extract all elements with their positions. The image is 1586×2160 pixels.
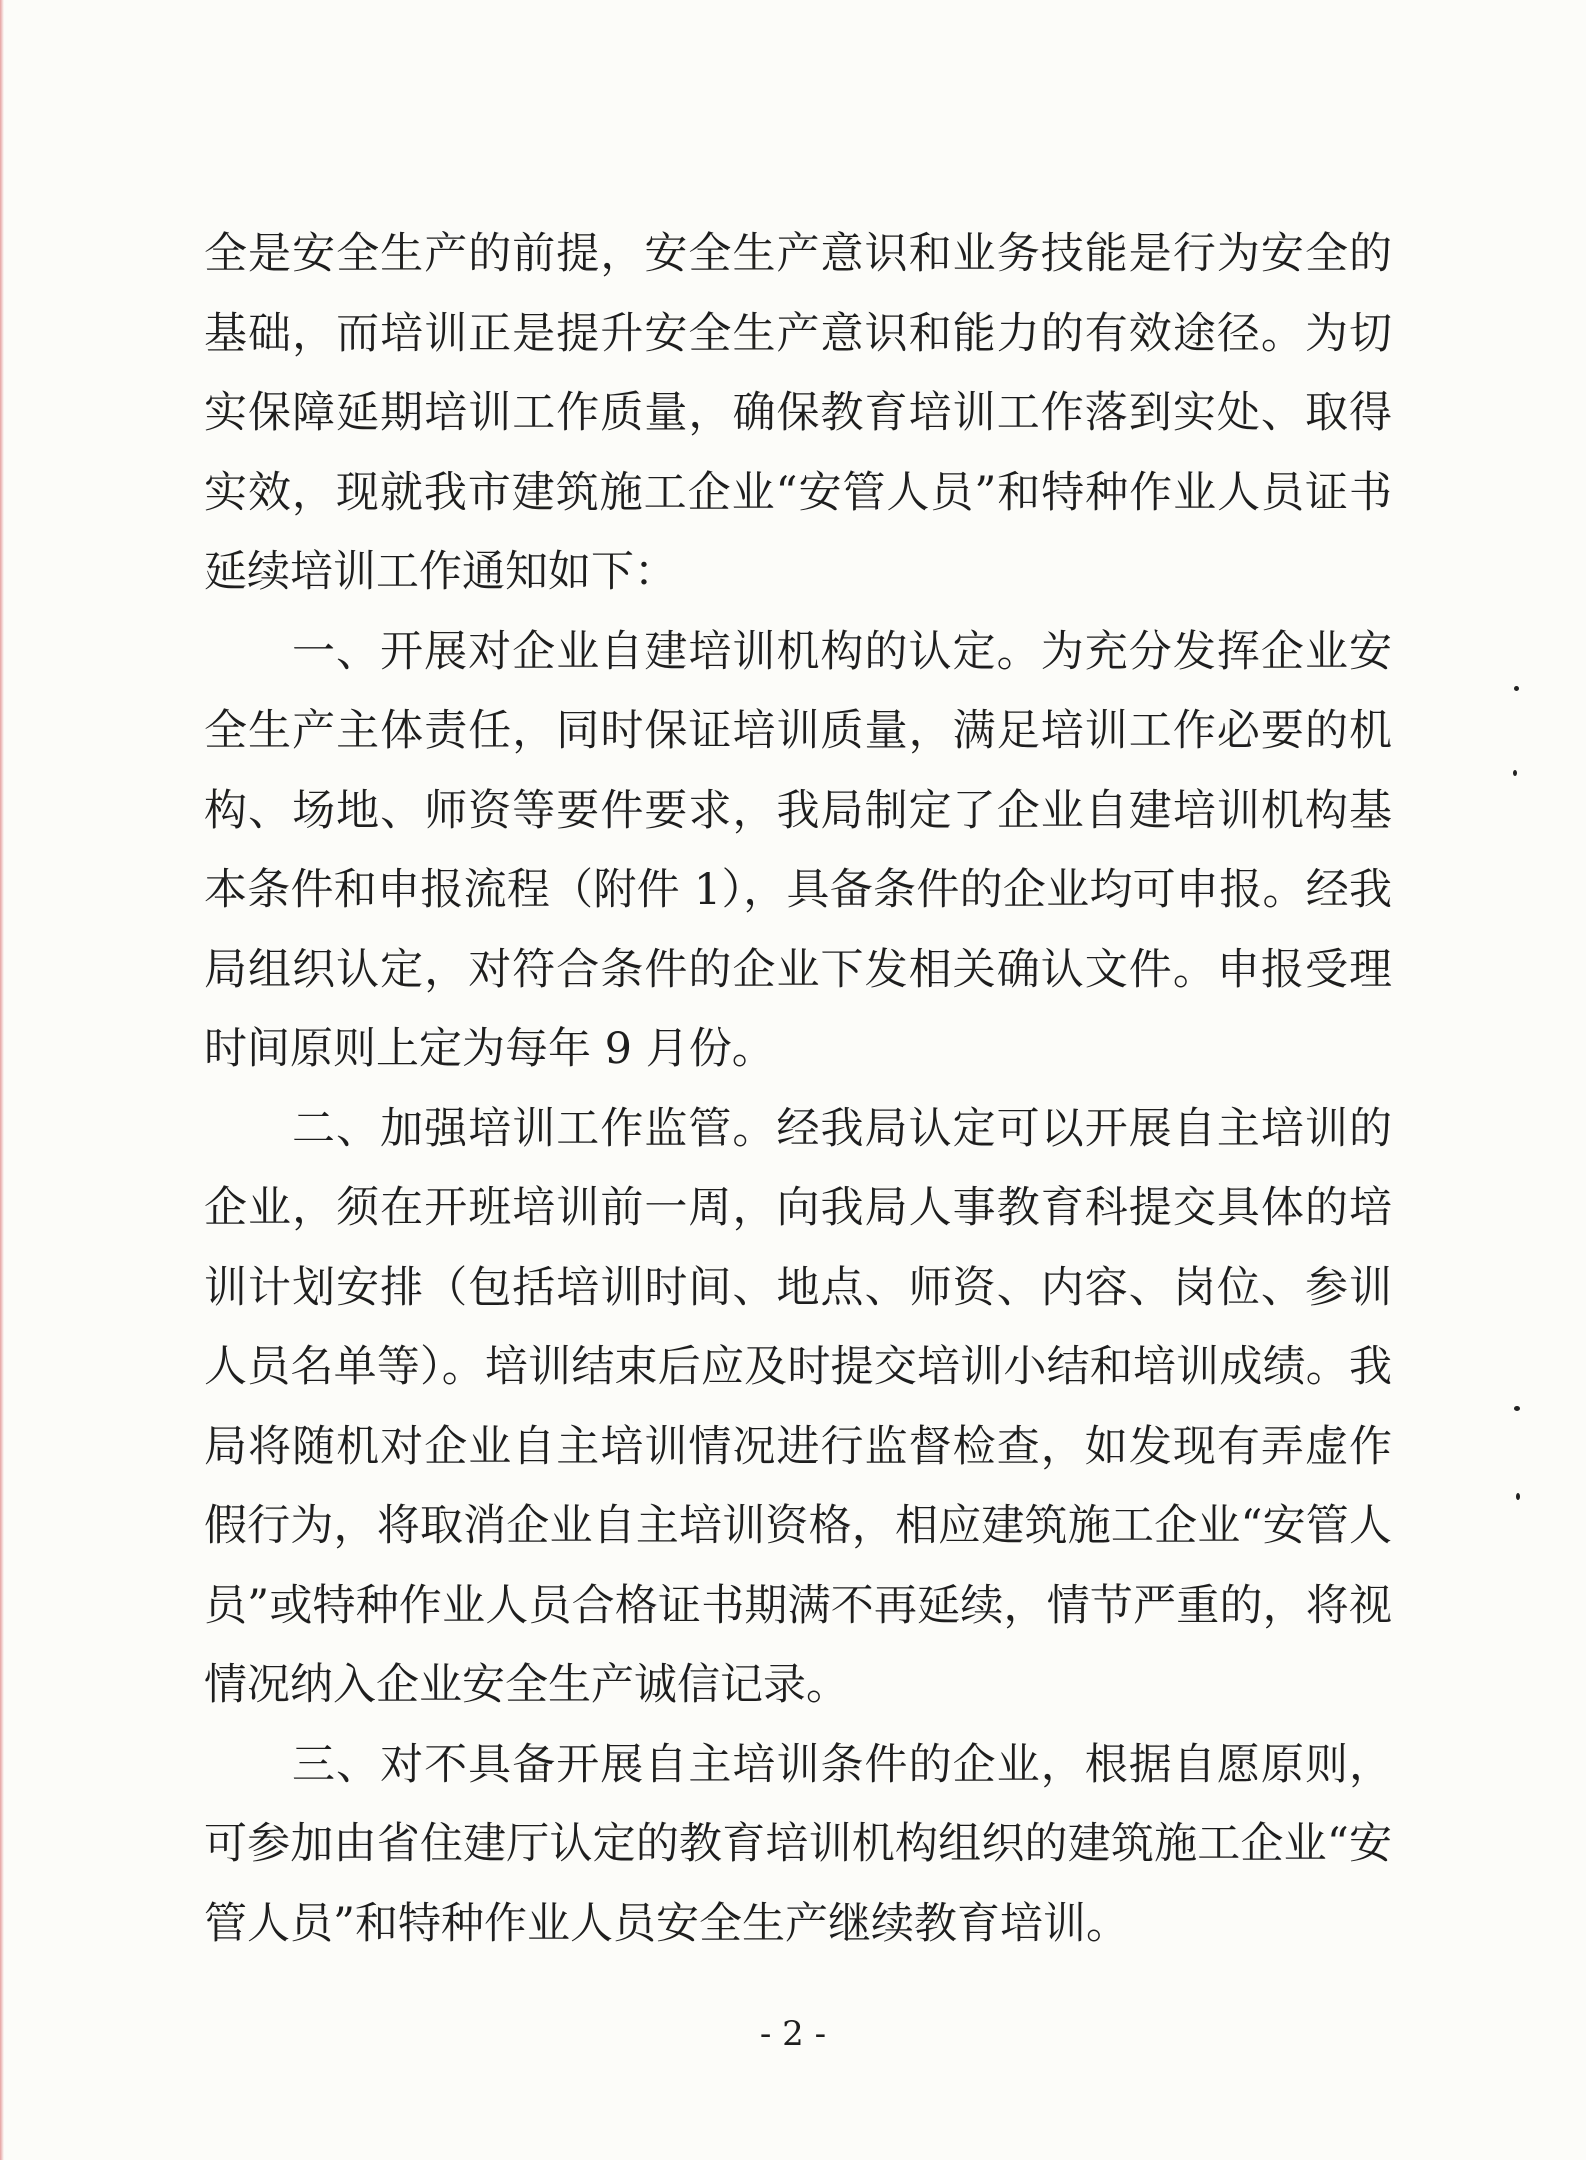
page-number: - 2 - [759,2014,827,2054]
paragraph-section-two: 二、加强培训工作监管。经我局认定可以开展自主培训的企业，须在开班培训前一周，向我局人事教育科提交具体的培训计划安排（包括培训时间、地点、师资、内容、岗位、参训人员名单等）。培训结束后应及时提交培训小结和培训成绩。我局将随机对企业自主培训情况进行监督检查，如发现有弄虚作假行为，将取消企业自主培训资格，相应建筑施工企业“安管人员”或特种作业人员合格证书期满不再延续，情节严重的，将视情况纳入企业安全生产诚信记录。 [204,1103,1392,1710]
scan-speck [1516,1493,1520,1500]
paragraph-section-three: 三、对不具备开展自主培训条件的企业，根据自愿原则，可参加由省住建厅认定的教育培训机构组织的建筑施工企业“安管人员”和特种作业人员安全生产继续教育培训。 [204,1739,1392,1949]
scan-speck [1514,686,1519,691]
scan-speck [1514,1406,1520,1411]
paragraph-continuation: 全是安全生产的前提，安全生产意识和业务技能是行为安全的基础，而培训正是提升安全生产意识和能力的有效途径。为切实保障延期培训工作质量，确保教育培训工作落到实处、取得实效，现就我市建筑施工企业“安管人员”和特种作业人员证书延续培训工作通知如下： [204,229,1392,597]
paragraph-section-one: 一、开展对企业自建培训机构的认定。为充分发挥企业安全生产主体责任，同时保证培训质量，满足培训工作必要的机构、场地、师资等要件要求，我局制定了企业自建培训机构基本条件和申报流程（附件 1），具备条件的企业均可申报。经我局组织认定，对符合条件的企业下发相关确认文件。申报受理时间原则上定为每年 9 月份。 [204,626,1392,1074]
document-body [204,215,1392,1964]
scan-edge [0,0,4,2160]
scan-speck [1513,770,1517,776]
